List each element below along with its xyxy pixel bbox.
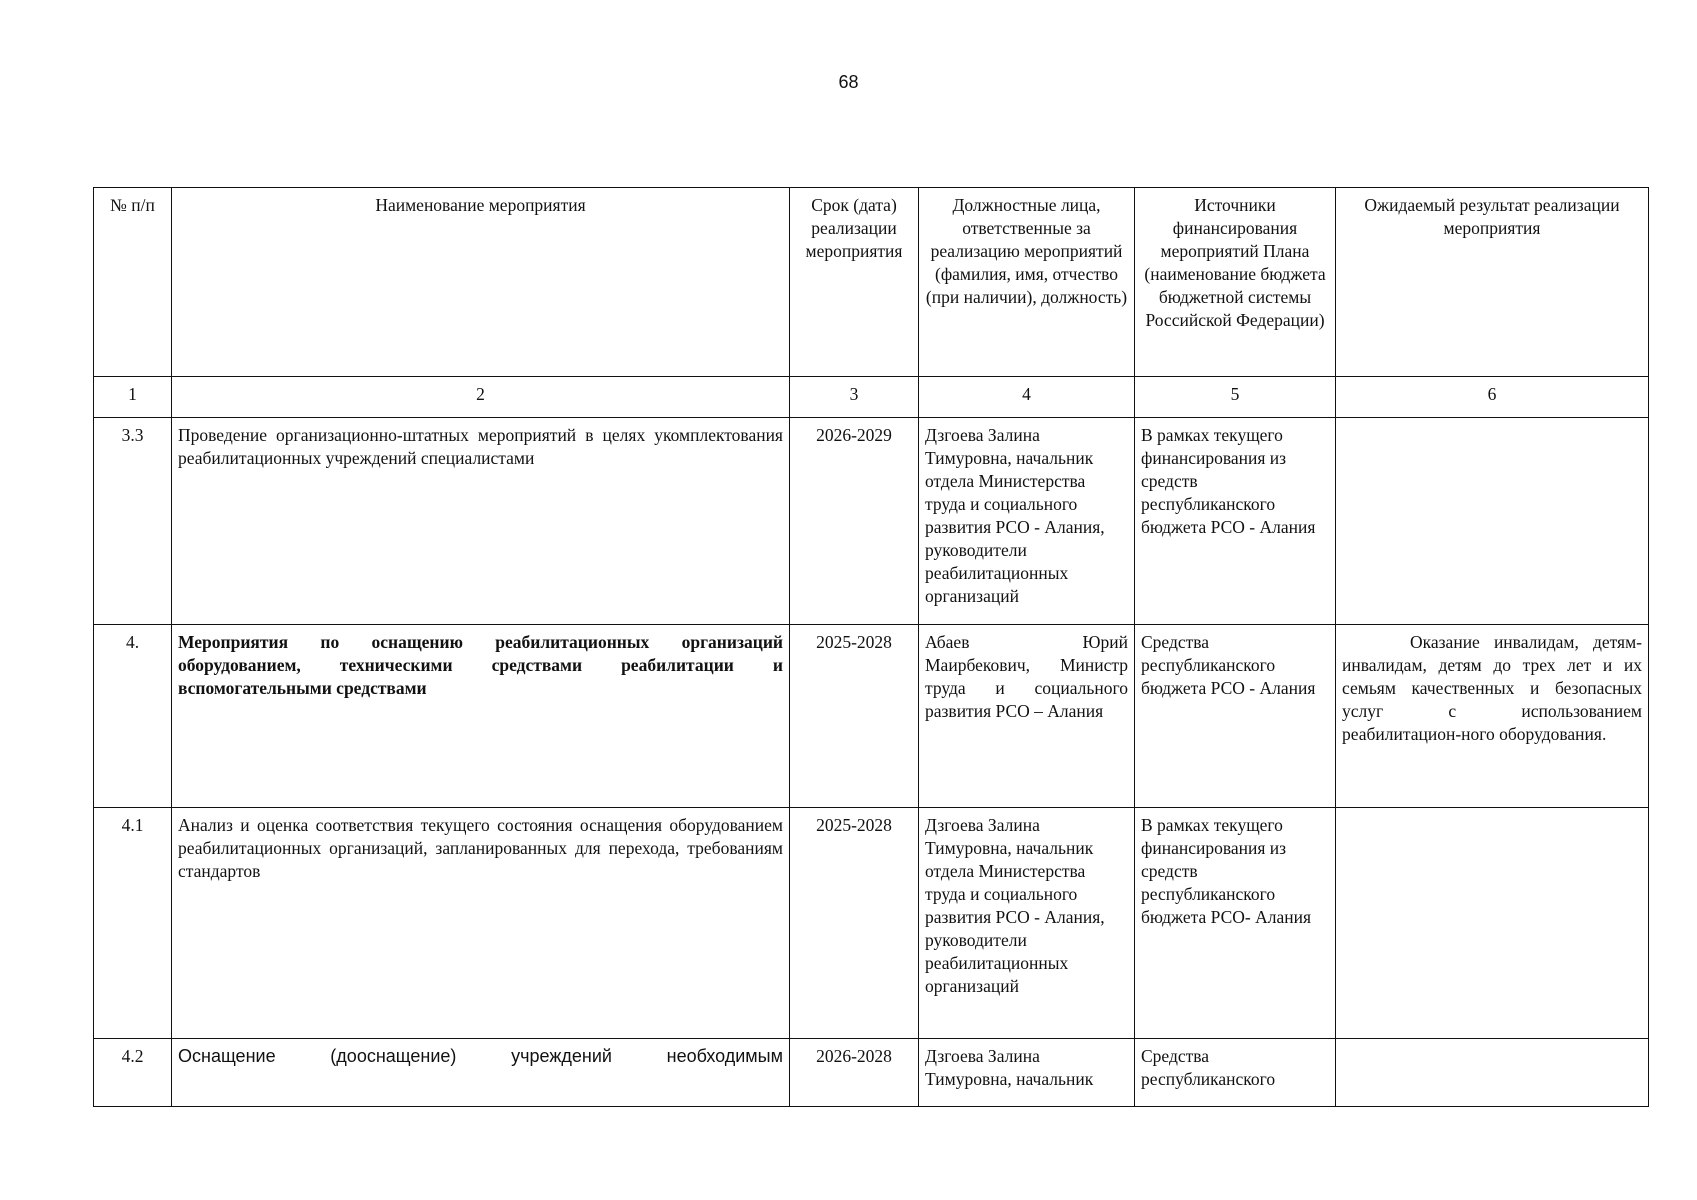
event-funding: Средства республиканского бюджета РСО - Алания: [1135, 625, 1336, 808]
table-row: [94, 625, 1649, 808]
column-number: 6: [1336, 377, 1649, 418]
event-funding: Средства республиканского: [1135, 1039, 1336, 1107]
header-event-name: Наименование мероприятия: [172, 188, 790, 377]
event-funding: В рамках текущего финансирования из средств республиканского бюджета РСО- Алания: [1135, 808, 1336, 1039]
header-number: № п/п: [94, 188, 172, 377]
header-result: Ожидаемый результат реализации мероприятия: [1336, 188, 1649, 377]
table-row: [94, 418, 1649, 625]
event-term: 2025-2028: [790, 808, 919, 1039]
row-number: 4.1: [94, 808, 172, 1039]
event-responsible: Дзгоева Залина Тимуровна, начальник: [919, 1039, 1135, 1107]
event-name: Анализ и оценка соответствия текущего состояния оснащения оборудованием реабилитационных организаций, запланированных для перехода, требованиям стандартов: [172, 808, 790, 1039]
column-number: 5: [1135, 377, 1336, 418]
table-row: [94, 808, 1649, 1039]
event-name: Мероприятия по оснащению реабилитационных организаций оборудованием, техническими средствами реабилитации и вспомогательными средствами: [172, 625, 790, 808]
header-term: Срок (дата) реализации мероприятия: [790, 188, 919, 377]
header-responsible: Должностные лица, ответственные за реализацию мероприятий (фамилия, имя, отчество (при наличии), должность): [919, 188, 1135, 377]
event-responsible: Дзгоева Залина Тимуровна, начальник отдела Министерства труда и социального развития РСО - Алания, руководители реабилитационных организаций: [919, 808, 1135, 1039]
event-result: [1336, 808, 1649, 1039]
table-header-row: [94, 188, 1649, 377]
event-funding: В рамках текущего финансирования из средств республиканского бюджета РСО - Алания: [1135, 418, 1336, 625]
event-term: 2026-2029: [790, 418, 919, 625]
row-number: 4.2: [94, 1039, 172, 1107]
event-term: 2025-2028: [790, 625, 919, 808]
event-name: Проведение организационно-штатных мероприятий в целях укомплектования реабилитационных учреждений специалистами: [172, 418, 790, 625]
plan-table: [93, 187, 1649, 1107]
column-number: 2: [172, 377, 790, 418]
column-number: 3: [790, 377, 919, 418]
column-number-row: [94, 377, 1649, 418]
table-row: [94, 1039, 1649, 1107]
event-name: Оснащение (дооснащение) учреждений необходимым: [172, 1039, 790, 1107]
event-result-text: Оказание инвалидам, детям-инвалидам, детям до трех лет и их семьям качественных и безопасных услуг с использованием реабилитацион-ного оборудования.: [1342, 632, 1642, 744]
row-number: 3.3: [94, 418, 172, 625]
event-responsible: Дзгоева Залина Тимуровна, начальник отдела Министерства труда и социального развития РСО - Алания, руководители реабилитационных организаций: [919, 418, 1135, 625]
event-result: [1336, 1039, 1649, 1107]
event-result: [1336, 625, 1649, 808]
page-number: 68: [838, 72, 859, 92]
event-result: [1336, 418, 1649, 625]
column-number: 4: [919, 377, 1135, 418]
event-term: 2026-2028: [790, 1039, 919, 1107]
column-number: 1: [94, 377, 172, 418]
row-number: 4.: [94, 625, 172, 808]
header-funding: Источники финансирования мероприятий Плана (наименование бюджета бюджетной системы Российской Федерации): [1135, 188, 1336, 377]
event-responsible: Абаев Юрий Маирбекович, Министр труда и социального развития РСО – Алания: [919, 625, 1135, 808]
